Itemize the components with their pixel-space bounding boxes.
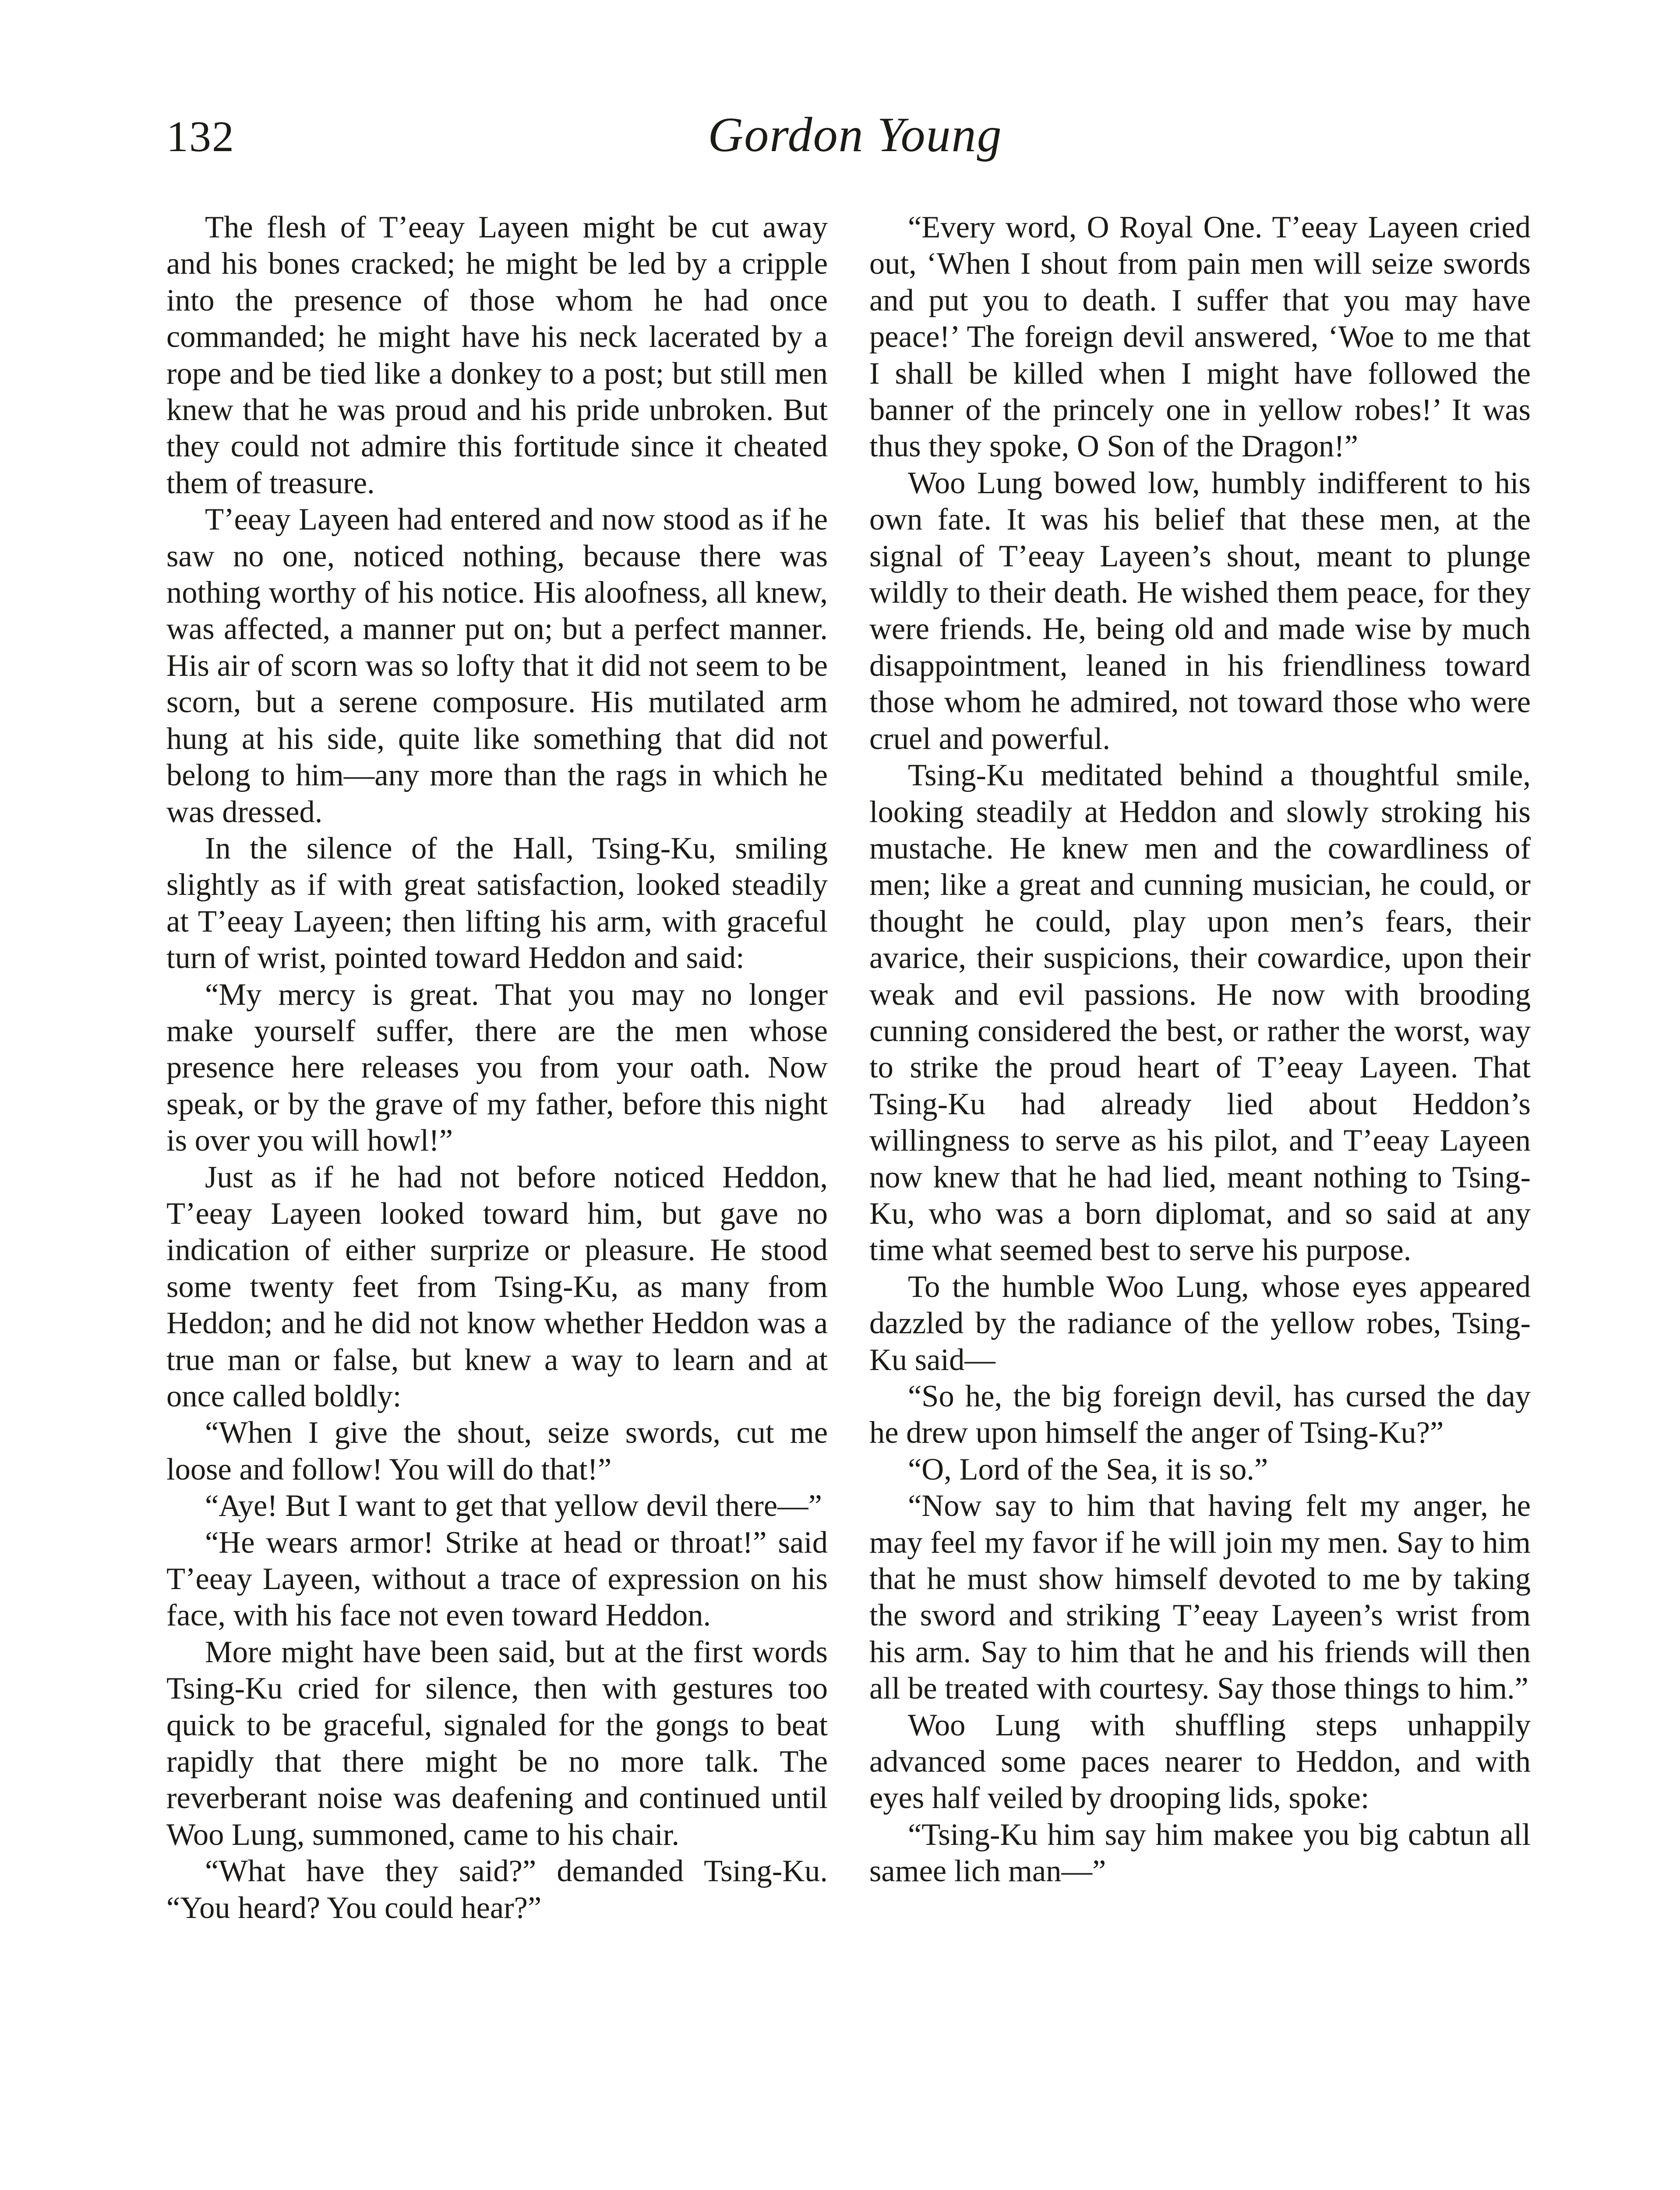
paragraph: To the humble Woo Lung, whose eyes appeared dazzled by the radiance of the yellow robes, Tsing-Ku said—: [869, 1269, 1531, 1377]
paragraph: “So he, the big foreign devil, has cursed the day he drew upon himself the anger of Tsing-Ku?”: [869, 1379, 1531, 1450]
paragraph: “Aye! But I want to get that yellow devil there—”: [205, 1489, 822, 1523]
page-header: [166, 102, 1544, 172]
paragraph: Tsing-Ku meditated behind a thoughtful smile, looking steadily at Heddon and slowly stroking his mustache. He knew men and the cowardliness of men; like a great and cunning musician, he could, or thought he could, play upon men’s fears, their avarice, their suspicions, their cowardice, upon their weak and evil passions. He now with brooding cunning considered the best, or rather the worst, way to strike the proud heart of T’eeay Layeen. That Tsing-Ku had already lied about Heddon’s willingness to serve as his pilot, and T’eeay Layeen now knew that he had lied, meant nothing to Tsing-Ku, who was a born diplomat, and so said at any time what seemed best to serve his purpose.: [869, 758, 1531, 1268]
running-head-author: Gordon Young: [708, 108, 1002, 162]
right-column: [869, 209, 1531, 1890]
page-number: 132: [166, 112, 235, 161]
paragraph: Just as if he had not before noticed Heddon, T’eeay Layeen looked toward him, but gave no indication of either surprize or pleasure. He stood some twenty feet from Tsing-Ku, as many from Heddon; and he did not know whether Heddon was a true man or false, but knew a way to learn and at once called boldly:: [166, 1160, 828, 1413]
paragraph: T’eeay Layeen had entered and now stood as if he saw no one, noticed nothing, because there was nothing worthy of his notice. His aloofness, all knew, was affected, a manner put on; but a perfect manner. His air of scorn was so lofty that it did not seem to be scorn, but a serene composure. His mutilated arm hung at his side, quite like something that did not belong to him—any more than the rags in which he was dressed.: [166, 502, 828, 829]
paragraph: Woo Lung bowed low, humbly indifferent to his own fate. It was his belief that these men, at the signal of T’eeay Layeen’s shout, meant to plunge wildly to their death. He wished them peace, for they were friends. He, being old and made wise by much disappointment, leaned in his friendliness toward those whom he admired, not toward those who were cruel and powerful.: [869, 466, 1531, 756]
paragraph: More might have been said, but at the first words Tsing-Ku cried for silence, then with gestures too quick to be graceful, signaled for the gongs to beat rapidly that there might be no more talk. The reverberant noise was deafening and continued until Woo Lung, summoned, came to his chair.: [166, 1635, 828, 1852]
paragraph: In the silence of the Hall, Tsing-Ku, smiling slightly as if with great satisfaction, looked steadily at T’eeay Layeen; then lifting his arm, with graceful turn of wrist, pointed toward Heddon and said:: [166, 831, 828, 975]
paragraph: The flesh of T’eeay Layeen might be cut away and his bones cracked; he might be led by a cripple into the presence of those whom he had once commanded; he might have his neck lacerated by a rope and be tied like a donkey to a post; but still men knew that he was proud and his pride unbroken. But they could not admire this fortitude since it cheated them of treasure.: [166, 210, 828, 500]
paragraph-continuation: “Every word, O Royal One. T’eeay Layeen cried out, ‘When I shout from pain men will seize swords and put you to death. I suffer that you may have peace!’ The foreign devil answered, ‘Woe to me that I shall be killed when I might have followed the banner of the princely one in yellow robes!’ It was thus they spoke, O Son of the Dragon!”: [869, 210, 1531, 464]
paragraph: “My mercy is great. That you may no longer make yourself suffer, there are the men whose presence here releases you from your oath. Now speak, or by the grave of my father, before this night is over you will howl!”: [166, 977, 828, 1158]
paragraph: “What have they said?” demanded Tsing-Ku. “You heard? You could hear?”: [166, 1854, 828, 1925]
paragraph: “Tsing-Ku him say him makee you big cabtun all samee lich man—”: [869, 1817, 1531, 1889]
paragraph: “When I give the shout, seize swords, cut me loose and follow! You will do that!”: [166, 1416, 828, 1487]
paragraph: “O, Lord of the Sea, it is so.”: [908, 1452, 1268, 1487]
paragraph: “He wears armor! Strike at head or throat!” said T’eeay Layeen, without a trace of expression on his face, with his face not even toward Heddon.: [166, 1525, 828, 1633]
paragraph: Woo Lung with shuffling steps unhappily advanced some paces nearer to Heddon, and with eyes half veiled by drooping lids, spoke:: [869, 1708, 1531, 1816]
left-column: [166, 209, 828, 1926]
paragraph: “Now say to him that having felt my anger, he may feel my favor if he will join my men. Say to him that he must show himself devoted to me by taking the sword and striking T’eeay Layeen’s wrist from his arm. Say to him that he and his friends will then all be treated with courtesy. Say those things to him.”: [869, 1489, 1531, 1706]
